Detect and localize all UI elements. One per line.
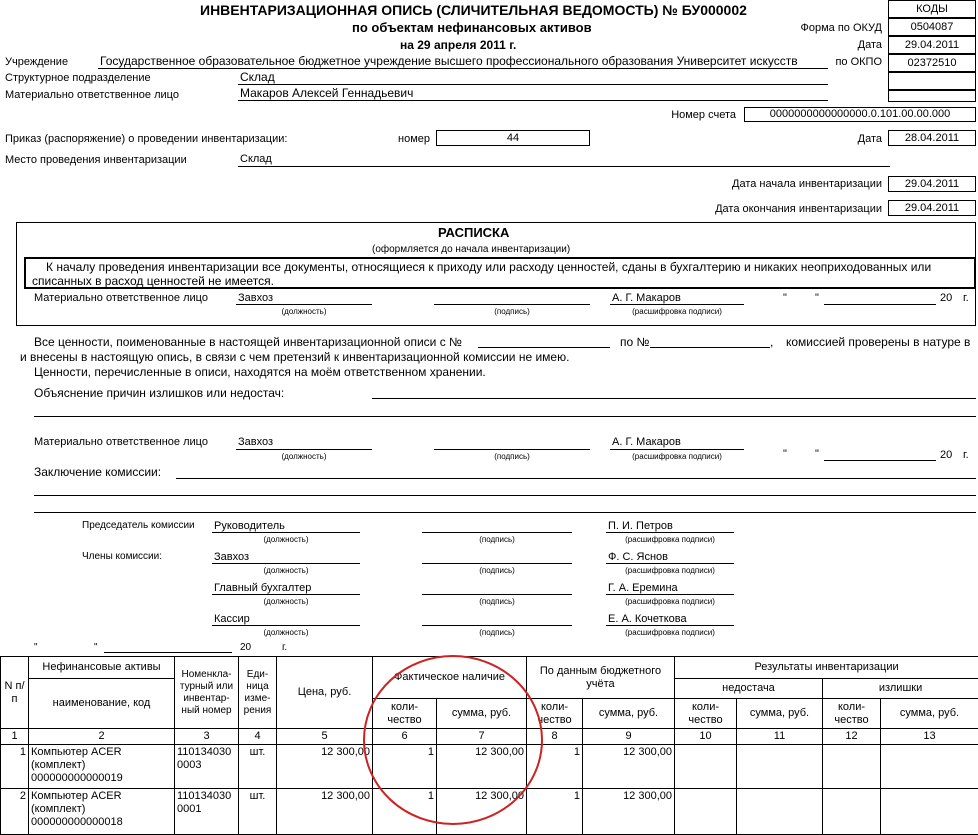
- header-budget: По данным бюджетного учёта: [527, 657, 675, 699]
- header-shortage: недостача: [675, 679, 823, 699]
- col-num: 11: [737, 729, 823, 745]
- header-shortage-qty: коли-чество: [675, 699, 737, 729]
- order-date-value: 28.04.2011: [888, 130, 976, 146]
- body-year: 20: [940, 449, 952, 461]
- header-surplus-sum: сумма, руб.: [881, 699, 978, 729]
- receipt-name: А. Г. Макаров: [612, 292, 681, 304]
- col-num: 4: [239, 729, 277, 745]
- member3-name-caption: (расшифровка подписи): [606, 628, 734, 637]
- member3-name: Е. А. Кочеткова: [608, 613, 687, 625]
- row-invnum: 110134030 0003: [175, 745, 239, 789]
- institution-underline: [98, 68, 828, 69]
- conclusion-label: Заключение комиссии:: [34, 465, 161, 479]
- receipt-person-label: Материально ответственное лицо: [34, 292, 208, 304]
- explain-line-2: [34, 416, 976, 417]
- member2-name-caption: (расшифровка подписи): [606, 597, 734, 606]
- receipt-position-caption: (должность): [236, 307, 372, 316]
- chair-label: Председатель комиссии: [82, 520, 195, 531]
- responsible-label: Материально ответственное лицо: [5, 89, 179, 101]
- order-date-label: Дата: [820, 133, 882, 145]
- col-num: 2: [29, 729, 175, 745]
- document-date-line: на 29 апреля 2011 г.: [400, 38, 516, 52]
- row-number: 2: [1, 789, 29, 835]
- col-num: 7: [437, 729, 527, 745]
- responsible-underline: [238, 100, 828, 101]
- body-signature-caption: (подпись): [434, 452, 590, 461]
- row-budget-qty: 1: [527, 789, 583, 835]
- conclusion-line-1: [176, 478, 976, 479]
- member1-signature-line: [422, 563, 572, 564]
- header-name: наименование, код: [29, 679, 175, 729]
- header-results: Результаты инвентаризации: [675, 657, 978, 679]
- inv-start-value: 29.04.2011: [888, 176, 976, 192]
- inv-start-label: Дата начала инвентаризации: [640, 178, 882, 190]
- row-unit: шт.: [239, 789, 277, 835]
- member2-position: Главный бухгалтер: [214, 582, 311, 594]
- member2-name-line: [606, 594, 734, 595]
- receipt-g: г.: [963, 292, 969, 304]
- department-value: Склад: [240, 70, 275, 84]
- member1-name-line: [606, 563, 734, 564]
- conclusion-line-2: [34, 495, 976, 496]
- row-name: Компьютер ACER (комплект) 000000000000018: [29, 789, 175, 835]
- row-number: 1: [1, 745, 29, 789]
- body-position-line: [236, 449, 372, 450]
- row-name: Компьютер ACER (комплект) 000000000000019: [29, 745, 175, 789]
- member2-position-caption: (должность): [212, 597, 360, 606]
- codes-date-value: 29.04.2011: [888, 36, 976, 54]
- row-price: 12 300,00: [277, 789, 373, 835]
- body-position: Завхоз: [238, 436, 273, 448]
- header-np: N п/п: [1, 657, 29, 729]
- codes-empty-1: [888, 72, 976, 90]
- body-from-line: [478, 347, 610, 348]
- department-label: Структурное подразделение: [5, 72, 151, 84]
- receipt-title: РАСПИСКА: [438, 225, 509, 240]
- member1-signature-caption: (подпись): [422, 566, 572, 575]
- member1-position-caption: (должность): [212, 566, 360, 575]
- place-underline: [238, 166, 890, 167]
- body-name-caption: (расшифровка подписи): [610, 452, 744, 461]
- commission-date-line: [104, 652, 232, 653]
- body-comma: ,: [770, 335, 773, 349]
- header-assets: Нефинансовые активы: [29, 657, 175, 679]
- members-label: Члены комиссии:: [82, 551, 162, 562]
- header-surplus-qty: коли-чество: [823, 699, 881, 729]
- row-invnum: 110134030 0001: [175, 789, 239, 835]
- codes-empty-2: [888, 90, 976, 102]
- row-shortage-qty: [675, 745, 737, 789]
- body-line1c: комиссией проверены в натуре в: [786, 335, 970, 349]
- member1-position-line: [212, 563, 360, 564]
- member3-signature-caption: (подпись): [422, 628, 572, 637]
- place-value: Склад: [240, 153, 272, 165]
- col-num: 6: [373, 729, 437, 745]
- chair-name-line: [606, 532, 734, 533]
- header-budget-sum: сумма, руб.: [583, 699, 675, 729]
- member2-signature-line: [422, 594, 572, 595]
- receipt-year: 20: [940, 292, 952, 304]
- chair-signature-line: [422, 532, 572, 533]
- receipt-signature-line: [434, 304, 590, 305]
- chair-name: П. И. Петров: [608, 520, 673, 532]
- col-num: 1: [1, 729, 29, 745]
- row-fact-sum: 12 300,00: [437, 745, 527, 789]
- body-name: А. Г. Макаров: [612, 436, 681, 448]
- col-num: 5: [277, 729, 373, 745]
- receipt-quote-open: ": [783, 292, 787, 304]
- col-num: 13: [881, 729, 978, 745]
- responsible-value: Макаров Алексей Геннадьевич: [240, 86, 413, 100]
- body-line2: и внесены в настоящую опись, в связи с чем претензий к инвентаризационной комиссии не имею.: [20, 350, 569, 364]
- document-title: ИНВЕНТАРИЗАЦИОННАЯ ОПИСЬ (СЛИЧИТЕЛЬНАЯ ВЕДОМОСТЬ) № БУ000002: [200, 2, 747, 18]
- header-surplus: излишки: [823, 679, 978, 699]
- row-surplus-sum: [881, 789, 978, 835]
- header-fact: Фактическое наличие: [373, 657, 527, 699]
- row-surplus-qty: [823, 745, 881, 789]
- okud-label: Форма по ОКУД: [760, 22, 882, 34]
- chair-position: Руководитель: [214, 520, 285, 532]
- receipt-date-line: [824, 304, 936, 305]
- receipt-name-line: [610, 304, 744, 305]
- row-fact-qty: 1: [373, 745, 437, 789]
- chair-position-line: [212, 532, 360, 533]
- body-name-line: [610, 449, 744, 450]
- header-fact-qty: коли-чество: [373, 699, 437, 729]
- column-numbers-row: [1, 729, 978, 745]
- header-fact-sum: сумма, руб.: [437, 699, 527, 729]
- col-num: 12: [823, 729, 881, 745]
- conclusion-line-3: [34, 512, 976, 513]
- receipt-position: Завхоз: [238, 292, 273, 304]
- chair-signature-caption: (подпись): [422, 535, 572, 544]
- header-price: Цена, руб.: [277, 657, 373, 729]
- body-position-caption: (должность): [236, 452, 372, 461]
- receipt-text-line1: К началу проведения инвентаризации все документы, относящиеся к приходу или расходу ценностей, сданы в бухгалтерию и никаких неоприходованных или: [46, 260, 931, 274]
- institution-label: Учреждение: [5, 56, 68, 68]
- body-date-line: [824, 460, 936, 461]
- member1-name: Ф. С. Яснов: [608, 551, 668, 563]
- commission-quote-close: ": [94, 642, 98, 653]
- chair-position-caption: (должность): [212, 535, 360, 544]
- table-row: [1, 789, 978, 835]
- inventory-table: [0, 656, 978, 835]
- body-line1b: по №: [620, 335, 649, 349]
- body-person-label: Материально ответственное лицо: [34, 436, 208, 448]
- header-budget-qty: коли-чество: [527, 699, 583, 729]
- document-subtitle: по объектам нефинансовых активов: [352, 20, 592, 35]
- order-number-value: 44: [436, 130, 590, 146]
- inv-end-value: 29.04.2011: [888, 200, 976, 216]
- codes-header: КОДЫ: [888, 0, 976, 18]
- col-num: 8: [527, 729, 583, 745]
- body-line3: Ценности, перечисленные в описи, находятся на моём ответственном хранении.: [34, 365, 486, 379]
- okpo-label: по ОКПО: [800, 56, 882, 68]
- receipt-text-line2: списанных в расход ценностей не имеется.: [32, 274, 274, 288]
- explain-label: Объяснение причин излишков или недостач:: [34, 386, 284, 400]
- chair-name-caption: (расшифровка подписи): [606, 535, 734, 544]
- row-fact-sum: 12 300,00: [437, 789, 527, 835]
- header-invnum: Номенкла-турный или инвентар-ный номер: [175, 657, 239, 729]
- body-quote-close: ": [815, 448, 819, 460]
- member2-name: Г. А. Еремина: [608, 582, 678, 594]
- member2-signature-caption: (подпись): [422, 597, 572, 606]
- body-to-line: [650, 347, 770, 348]
- member1-position: Завхоз: [214, 551, 249, 563]
- row-shortage-sum: [737, 745, 823, 789]
- commission-year: 20: [240, 642, 251, 653]
- member3-position-line: [212, 625, 360, 626]
- commission-quote-open: ": [34, 642, 38, 653]
- receipt-name-caption: (расшифровка подписи): [610, 307, 744, 316]
- receipt-note: (оформляется до начала инвентаризации): [372, 244, 570, 255]
- explain-line-1: [372, 398, 976, 399]
- account-value: 0000000000000000.0.101.00.00.000: [744, 107, 976, 122]
- receipt-signature-caption: (подпись): [434, 307, 590, 316]
- row-price: 12 300,00: [277, 745, 373, 789]
- row-budget-qty: 1: [527, 745, 583, 789]
- row-fact-qty: 1: [373, 789, 437, 835]
- row-budget-sum: 12 300,00: [583, 745, 675, 789]
- row-shortage-sum: [737, 789, 823, 835]
- receipt-quote-close: ": [815, 292, 819, 304]
- body-g: г.: [963, 449, 969, 461]
- member2-position-line: [212, 594, 360, 595]
- row-budget-sum: 12 300,00: [583, 789, 675, 835]
- order-label: Приказ (распоряжение) о проведении инвентаризации:: [5, 133, 287, 145]
- institution-value: Государственное образовательное бюджетное учреждение высшего профессионального образования Университет искусств: [100, 54, 798, 68]
- body-line1a: Все ценности, поименованные в настоящей инвентаризационной описи с №: [34, 335, 462, 349]
- commission-g: г.: [282, 642, 287, 653]
- row-surplus-qty: [823, 789, 881, 835]
- member3-position: Кассир: [214, 613, 250, 625]
- row-unit: шт.: [239, 745, 277, 789]
- codes-date-label: Дата: [800, 39, 882, 51]
- col-num: 3: [175, 729, 239, 745]
- header-unit: Еди-ница изме-рения: [239, 657, 277, 729]
- body-quote-open: ": [783, 448, 787, 460]
- inv-end-label: Дата окончания инвентаризации: [640, 203, 882, 215]
- account-label: Номер счета: [620, 109, 736, 121]
- member3-name-line: [606, 625, 734, 626]
- body-signature-line: [434, 449, 590, 450]
- member3-position-caption: (должность): [212, 628, 360, 637]
- order-number-label: номер: [398, 133, 430, 145]
- member1-name-caption: (расшифровка подписи): [606, 566, 734, 575]
- table-row: [1, 745, 978, 789]
- row-surplus-sum: [881, 745, 978, 789]
- col-num: 9: [583, 729, 675, 745]
- okpo-value: 02372510: [888, 54, 976, 72]
- department-underline: [238, 84, 828, 85]
- col-num: 10: [675, 729, 737, 745]
- receipt-position-line: [236, 304, 372, 305]
- row-shortage-qty: [675, 789, 737, 835]
- place-label: Место проведения инвентаризации: [5, 154, 187, 166]
- member3-signature-line: [422, 625, 572, 626]
- okud-value: 0504087: [888, 18, 976, 36]
- header-shortage-sum: сумма, руб.: [737, 699, 823, 729]
